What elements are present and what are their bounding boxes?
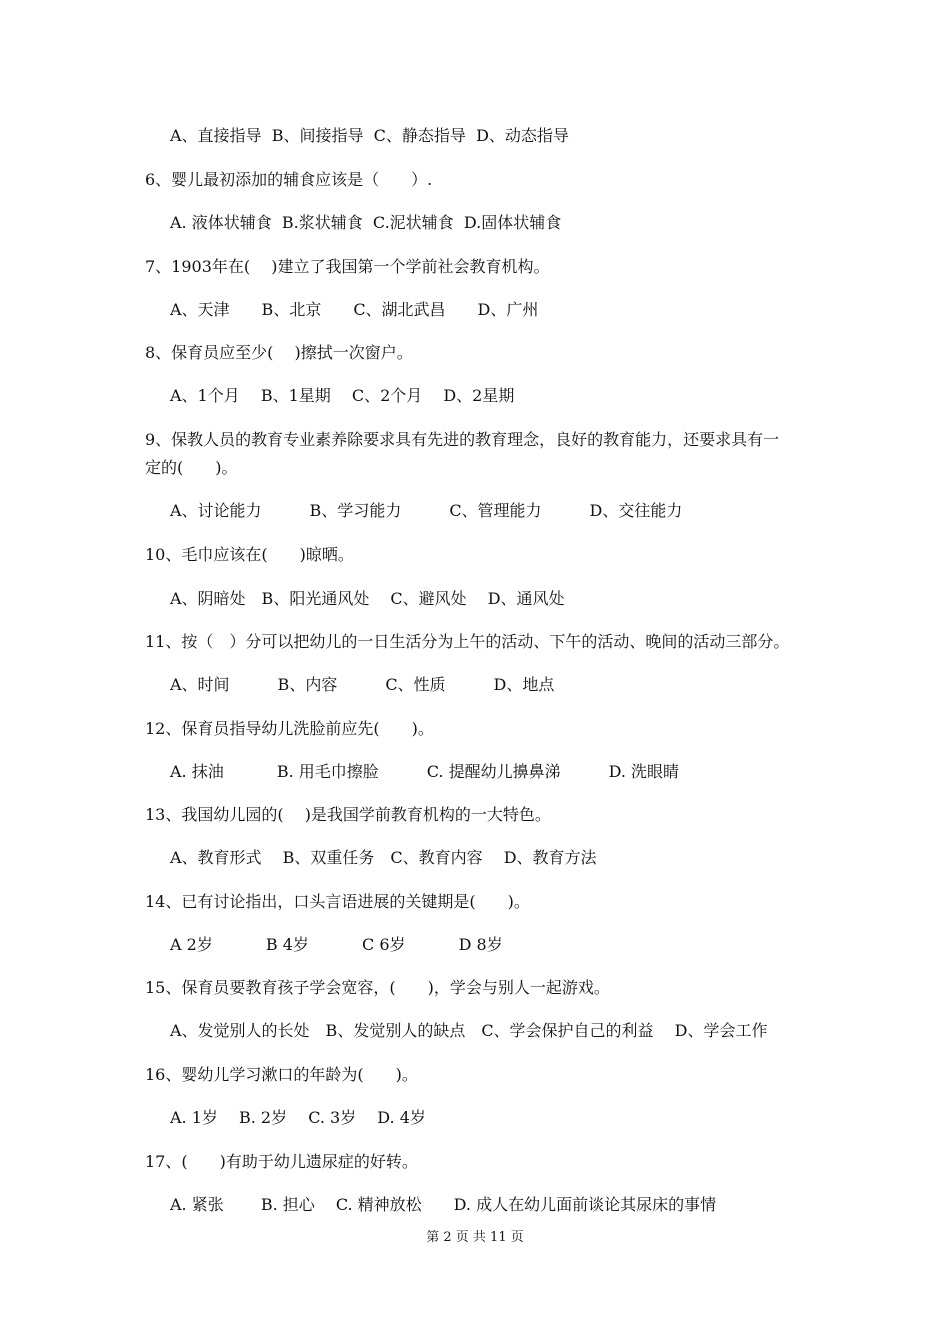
q9-question-line1: 9、保教人员的教育专业素养除要求具有先进的教育理念，良好的教育能力，还要求具有一 [145, 430, 780, 449]
q11-question: 11、按（ ）分可以把幼儿的一日生活分为上午的活动、下午的活动、晚间的活动三部分。 [145, 632, 790, 651]
q12-question: 12、保育员指导幼儿洗脸前应先( )。 [145, 719, 434, 738]
q16-question: 16、婴幼儿学习漱口的年龄为( )。 [145, 1065, 418, 1084]
q14-options: A 2岁 B 4岁 C 6岁 D 8岁 [170, 935, 503, 954]
q17-question: 17、( )有助于幼儿遗尿症的好转。 [145, 1152, 418, 1171]
q9-options: A、讨论能力 B、学习能力 C、管理能力 D、交往能力 [170, 501, 683, 520]
q16-options: A. 1岁 B. 2岁 C. 3岁 D. 4岁 [170, 1108, 426, 1127]
q10-question: 10、毛巾应该在( )晾晒。 [145, 545, 354, 564]
q5-options: A、直接指导 B、间接指导 C、静态指导 D、动态指导 [170, 126, 569, 145]
q6-options: A. 液体状辅食 B.浆状辅食 C.泥状辅食 D.固体状辅食 [170, 213, 562, 232]
q15-question: 15、保育员要教育孩子学会宽容，( )，学会与别人一起游戏。 [145, 978, 610, 997]
q13-question: 13、我国幼儿园的( )是我国学前教育机构的一大特色。 [145, 805, 551, 824]
q11-options: A、时间 B、内容 C、性质 D、地点 [170, 675, 555, 694]
q7-options: A、天津 B、北京 C、湖北武昌 D、广州 [170, 300, 539, 319]
page-footer: 第 2 页 共 11 页 [426, 1230, 524, 1245]
q15-options: A、发觉别人的长处 B、发觉别人的缺点 C、学会保护自己的利益 D、学会工作 [170, 1021, 768, 1040]
q9-question-line2: 定的( )。 [145, 458, 238, 477]
q7-question: 7、1903年在( )建立了我国第一个学前社会教育机构。 [145, 257, 550, 276]
q14-question: 14、已有讨论指出，口头言语进展的关键期是( )。 [145, 892, 530, 911]
q13-options: A、教育形式 B、双重任务 C、教育内容 D、教育方法 [170, 848, 597, 867]
q8-question: 8、保育员应至少( )擦拭一次窗户。 [145, 343, 413, 362]
q12-options: A. 抹油 B. 用毛巾擦脸 C. 提醒幼儿擤鼻涕 D. 洗眼睛 [170, 762, 680, 781]
q8-options: A、1个月 B、1星期 C、2个月 D、2星期 [170, 386, 515, 405]
q17-options: A. 紧张 B. 担心 C. 精神放松 D. 成人在幼儿面前谈论其尿床的事情 [170, 1195, 717, 1214]
q6-question: 6、婴儿最初添加的辅食应该是（ ）. [145, 170, 433, 189]
q10-options: A、阴暗处 B、阳光通风处 C、避风处 D、通风处 [170, 589, 565, 608]
